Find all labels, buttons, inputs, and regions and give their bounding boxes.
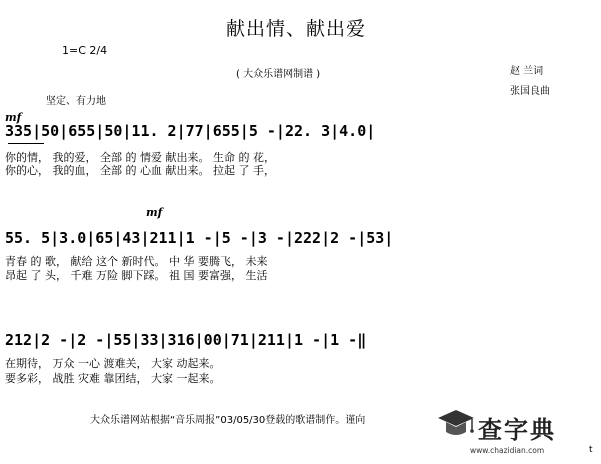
footer-text: 大众乐谱网站根据“音乐周报”03/05/30登载的歌谱制作。谨向 — [90, 415, 366, 426]
dynamic-marking: mf — [146, 206, 163, 219]
composer-credit: 张国良曲 — [510, 86, 550, 97]
lyrics-row-3-verse-1: 在期待， 万众 一心 渡难关， 大家 动起来。 — [5, 357, 221, 370]
lyrics-row-1-verse-2: 你的心， 我的血， 全部 的 心血 献出来。 拉起 了 手， — [5, 164, 275, 177]
key-signature: 1=C 2/4 — [62, 44, 108, 57]
watermark-url: www.chazidian.com — [470, 446, 545, 455]
lyricist-credit: 赵 兰词 — [510, 66, 544, 77]
lyrics-row-1-verse-1: 你的情， 我的爱， 全部 的 情爱 献出来。 生命 的 花， — [5, 151, 275, 164]
notation-row-3: 212|2 -|2 -|55|33|316|00|71|211|1 -|1 -‖ — [5, 331, 367, 349]
lyrics-row-3-verse-2: 要多彩， 战胜 灾难 靠团结， 大家 一起来。 — [5, 372, 221, 385]
beam-line — [8, 143, 44, 144]
notation-row-1: 335|50|655|50|11. 2|77|655|5 -|22. 3|4.0| — [5, 122, 376, 140]
source-note: ( 大众乐谱网制谱 ) — [236, 69, 321, 80]
lyrics-row-2-verse-2: 昂起 了 头， 千难 万险 脚下踩。 祖 国 要富强， 生活 — [5, 269, 268, 282]
notation-row-2: 55. 5|3.0|65|43|211|1 -|5 -|3 -|222|2 -|53| — [5, 229, 394, 247]
footer-note — [90, 416, 365, 426]
watermark-brand: 查字典 — [478, 416, 556, 444]
graduation-cap-icon — [436, 408, 476, 442]
tempo-marking: 坚定、有力地 — [46, 96, 106, 107]
footer-tail: t — [589, 445, 593, 455]
dynamic-marking: mf — [5, 111, 22, 124]
lyrics-row-2-verse-1: 青春 的 歌， 献给 这个 新时代。 中 华 要腾飞， 未来 — [5, 255, 268, 268]
song-title: 献出情、献出爱 — [226, 18, 367, 40]
